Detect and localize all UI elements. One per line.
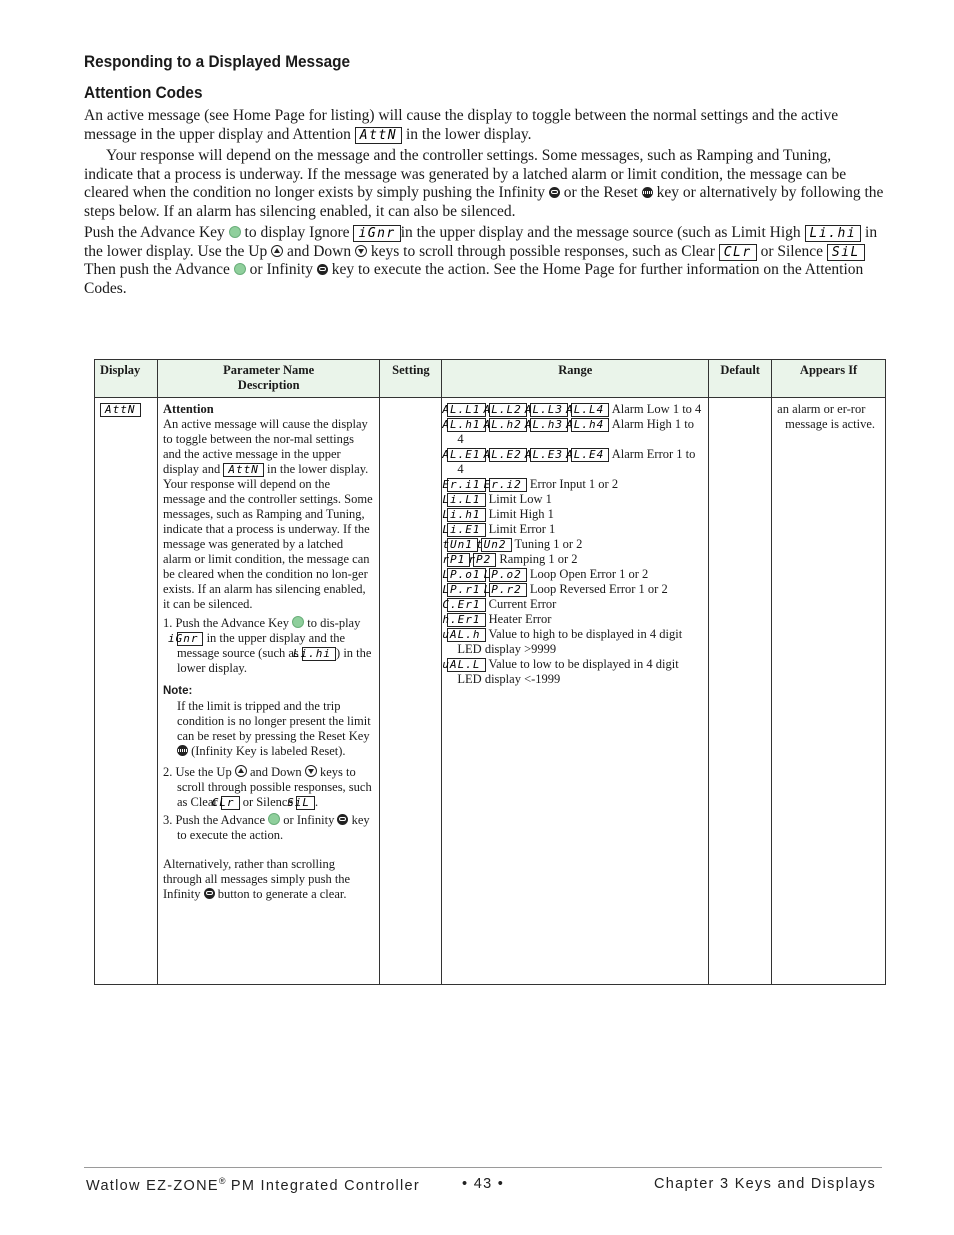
footer-rule: [84, 1167, 882, 1168]
range-display-code: AL.L2: [489, 403, 527, 417]
cell-display: [95, 398, 158, 985]
range-display-code: uAL.h: [447, 628, 485, 642]
header-appears-if: Appears If: [772, 360, 886, 398]
description-paragraph-2: Your response will depend on the message and the controller settings. Some messages, such as Ramping and Tuning, indicate that a process is underway. If the message was generated by a latched alarm or limit condition, the message can be cleared when the condition no lon-ger exists. If an alarm has silencing enabled, it can be silenced.: [162, 477, 373, 611]
range-item-text: Alarm Error 1 to 4: [457, 447, 696, 476]
header-parameter: Parameter Name Description: [157, 360, 380, 398]
alternative-note: Alternatively, rather than scrolling through all messages simply push the Infinity button to generate a clear.: [162, 857, 351, 901]
range-item: [442, 402, 703, 417]
range-item-text: Limit High 1: [488, 507, 554, 521]
subsection-heading: Attention Codes: [84, 84, 203, 102]
range-list: [442, 402, 703, 687]
table-header-row: [95, 360, 886, 398]
silence-display-code: SiL: [827, 244, 865, 261]
parameter-name: Attention: [162, 402, 214, 416]
description-paragraph-1: An active message will cause the display to toggle between the nor-mal settings and the active message in the upper display and AttN in the lower display.: [162, 417, 369, 476]
range-item: [442, 627, 703, 657]
range-item-text: Value to high to be displayed in 4 digit LED display >9999: [457, 627, 683, 656]
range-display-code: AL.L3: [530, 403, 568, 417]
attention-display-code: AttN: [223, 463, 264, 477]
range-item-text: Ramping 1 or 2: [499, 552, 578, 566]
range-display-code: AL.E1: [447, 448, 485, 462]
up-key-icon: [235, 765, 247, 777]
range-item: [442, 582, 703, 597]
range-item: [442, 477, 703, 492]
range-display-code: tUn1: [447, 538, 478, 552]
cell-default: [709, 398, 772, 985]
range-item-text: Heater Error: [488, 612, 552, 626]
down-key-icon: [355, 245, 367, 257]
range-display-code: AL.h3: [530, 418, 568, 432]
limit-high-display-code: Li.hi: [805, 225, 862, 242]
footer-product: Watlow EZ-ZONE® PM Integrated Controller: [86, 1176, 421, 1194]
range-item-text: Value to low to be displayed in 4 digit LED display <-1999: [457, 657, 679, 686]
table-row: [95, 398, 886, 985]
header-setting: Setting: [380, 360, 442, 398]
range-item: [442, 492, 703, 507]
header-display: Display: [95, 360, 158, 398]
down-key-icon: [305, 765, 317, 777]
intro-paragraph-3: Push the Advance Key to display Ignore iGnr in the upper display and the message source (such as Limit High Li.hi in the lower display. Use the Up and Down keys to scroll through possible responses, such as Clear CLr or Silence SiL Then push the Advance or Infinity key to execute the action. See the Home Page for further information on the Attention Codes.: [84, 224, 878, 297]
range-display-code: Li.h1: [447, 508, 485, 522]
range-display-code: AL.h2: [489, 418, 527, 432]
advance-key-icon: [229, 226, 241, 238]
cell-range: [442, 398, 709, 985]
clear-display-code: CLr: [719, 244, 757, 261]
page-content: [84, 48, 884, 298]
range-item: [442, 657, 703, 687]
range-item-text: Limit Error 1: [488, 522, 556, 536]
range-display-code: Li.E1: [447, 523, 485, 537]
infinity-key-icon: [204, 888, 215, 899]
header-range: Range: [442, 360, 709, 398]
reset-key-icon: [177, 745, 188, 756]
intro-paragraph-1: An active message (see Home Page for listing) will cause the display to toggle between the normal settings and the active message in the upper display and Attention AttN in the lower display.: [84, 107, 839, 143]
range-display-code: LP.r2: [489, 583, 527, 597]
range-item: [442, 537, 703, 552]
footer-chapter: Chapter 3 Keys and Displays: [654, 1176, 877, 1192]
footer-page-number: • 43 •: [462, 1176, 505, 1192]
cell-appears-if: [772, 398, 886, 985]
limit-high-display-code: Li.hi: [302, 647, 336, 661]
range-display-code: AL.h1: [447, 418, 485, 432]
intro-paragraph-2: Your response will depend on the message and the controller settings. Some messages, such as Ramping and Tuning, indicate that a process is underway. If the message was generated by a latched alarm or limit condition, the message can be cleared when the condition no longer exists by simply pushing the Infinity or the Reset key or alternatively by following the steps below. If an alarm has silencing enabled, it can also be silenced.: [84, 147, 884, 220]
range-display-code: AL.L1: [447, 403, 485, 417]
range-item-text: Loop Reversed Error 1 or 2: [529, 582, 668, 596]
range-display-code: LP.o2: [489, 568, 527, 582]
infinity-key-icon: [317, 264, 328, 275]
range-item: [442, 522, 703, 537]
header-default: Default: [709, 360, 772, 398]
range-item: [442, 597, 703, 612]
range-item: [442, 417, 703, 447]
range-item-text: Error Input 1 or 2: [529, 477, 619, 491]
infinity-key-icon: [549, 187, 560, 198]
range-display-code: AL.L4: [571, 403, 609, 417]
range-display-code: AL.E2: [489, 448, 527, 462]
intro-text: [84, 107, 884, 298]
step-2: 2. Use the Up and Down keys to scroll through possible responses, such as Clear CLr or Silence SiL .: [162, 765, 372, 809]
range-display-code: h.Er1: [447, 613, 485, 627]
note-body: If the limit is tripped and the trip condition is no longer present the limit can be reset by pressing the Reset Key (Infinity Key is labeled Reset).: [176, 699, 371, 758]
range-display-code: AL.h4: [571, 418, 609, 432]
range-item-text: Alarm Low 1 to 4: [611, 402, 702, 416]
clear-display-code: CLr: [221, 796, 240, 810]
range-display-code: AL.E4: [571, 448, 609, 462]
range-display-code: AL.E3: [530, 448, 568, 462]
range-display-code: rP1: [447, 553, 470, 567]
attention-display-code: AttN: [355, 127, 402, 144]
steps-list: [163, 616, 375, 676]
silence-display-code: SiL: [296, 796, 315, 810]
range-item: [442, 552, 703, 567]
range-item-text: Limit Low 1: [488, 492, 552, 506]
range-item-text: Alarm High 1 to 4: [457, 417, 695, 446]
appears-if-text: an alarm or er-ror message is active.: [777, 402, 876, 431]
step-1: 1. Push the Advance Key to dis-play iGnr in the upper display and the message source (such as Li.hi ) in the lower display.: [162, 616, 372, 675]
range-display-code: Li.L1: [447, 493, 485, 507]
range-item: [442, 447, 703, 477]
ignore-display-code: iGnr: [177, 632, 204, 646]
step-3: 3. Push the Advance or Infinity key to execute the action.: [162, 813, 370, 842]
range-item-text: Tuning 1 or 2: [514, 537, 583, 551]
attention-parameter-table: [94, 359, 886, 985]
range-item: [442, 612, 703, 627]
range-display-code: tUn2: [481, 538, 512, 552]
range-display-code: LP.o1: [447, 568, 485, 582]
attention-display-code: AttN: [100, 403, 141, 417]
range-display-code: rP2: [473, 553, 496, 567]
range-item: [442, 507, 703, 522]
reset-key-icon: [642, 187, 653, 198]
note-title: Note:: [162, 685, 193, 697]
cell-description: [157, 398, 380, 985]
steps-list-continued: [163, 765, 375, 843]
advance-key-icon: [292, 616, 304, 628]
ignore-display-code: iGnr: [353, 225, 400, 242]
range-display-code: uAL.L: [447, 658, 485, 672]
range-display-code: C.Er1: [447, 598, 485, 612]
range-display-code: Er.i1: [447, 478, 485, 492]
range-item-text: Current Error: [488, 597, 557, 611]
advance-key-icon: [234, 263, 246, 275]
up-key-icon: [271, 245, 283, 257]
advance-key-icon: [268, 813, 280, 825]
range-item: [442, 567, 703, 582]
section-heading: Responding to a Displayed Message: [84, 53, 351, 71]
range-display-code: LP.r1: [447, 583, 485, 597]
infinity-key-icon: [337, 814, 348, 825]
cell-setting: [380, 398, 442, 985]
range-item-text: Loop Open Error 1 or 2: [529, 567, 649, 581]
range-display-code: Er.i2: [489, 478, 527, 492]
